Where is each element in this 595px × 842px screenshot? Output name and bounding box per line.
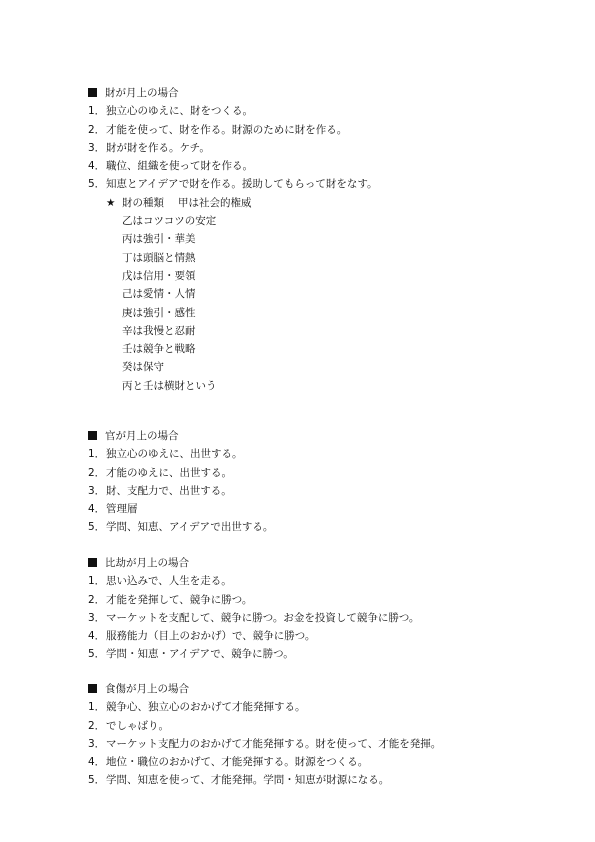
note-line: 己は愛情・人情	[122, 288, 196, 301]
list-item: 5． 知恵とアイデアで財を作る。援助してもらって財をなす。	[88, 178, 378, 191]
list-item: 1． 独立心のゆえに、財をつくる。	[88, 105, 253, 118]
list-item: 5． 学問・知恵・アイデアで、競争に勝つ。	[88, 648, 294, 661]
list-item: 1． 競争心、独立心のおかげて才能発揮する。	[88, 701, 306, 714]
note-line: 癸は保守	[122, 361, 164, 374]
star-icon: ★	[106, 196, 116, 209]
note-label: 財の種類	[122, 196, 164, 209]
list-item: 4． 管理層	[88, 503, 138, 516]
list-item: 2． 才能を使って、財を作る。財源のために財を作る。	[88, 123, 348, 136]
section-official	[88, 427, 568, 537]
section-output	[88, 680, 568, 790]
square-bullet-icon	[88, 684, 97, 693]
note-line: 丙は強引・華美	[122, 233, 196, 246]
list-item: 3． 財、支配力で、出世する。	[88, 484, 232, 497]
note-line: 戊は信用・要領	[122, 269, 196, 282]
list-item: 4． 服務能力（目上のおかげ）で、競争に勝つ。	[88, 630, 316, 643]
list-item: 1． 思い込みで、人生を走る。	[88, 575, 232, 588]
list-item: 2． でしゃばり。	[88, 719, 169, 732]
wealth-types-note	[106, 194, 568, 395]
square-bullet-icon	[88, 431, 97, 440]
note-line: 乙はコツコツの安定	[122, 215, 217, 228]
note-line: 辛は我慢と忍耐	[122, 324, 196, 337]
list-item: 2． 才能を発揮して、競争に勝つ。	[88, 593, 253, 606]
list-item: 5． 学問、知恵、アイデアで出世する。	[88, 521, 274, 534]
section-heading: 財が月上の場合	[88, 84, 568, 102]
list-item: 1． 独立心のゆえに、出世する。	[88, 448, 243, 461]
square-bullet-icon	[88, 88, 97, 97]
list-item: 3． マーケット支配力のおかげて才能発揮する。財を使って、才能を発揮。	[88, 737, 442, 750]
list-item: 3． マーケットを支配して、競争に勝つ。お金を投資して競争に勝つ。	[88, 611, 420, 624]
square-bullet-icon	[88, 558, 97, 567]
list-item: 3． 財が財を作る。ケチ。	[88, 141, 210, 154]
section-heading: 比劫が月上の場合	[88, 554, 568, 572]
section-heading: 食傷が月上の場合	[88, 680, 568, 698]
list-item: 2． 才能のゆえに、出世する。	[88, 466, 232, 479]
section-heading: 官が月上の場合	[88, 427, 568, 445]
note-line: 丁は頭脳と情熱	[122, 251, 196, 264]
note-line: 壬は競争と戦略	[122, 343, 196, 356]
note-title-line	[106, 194, 568, 212]
note-line: 庚は強引・感性	[122, 306, 196, 319]
section-peers	[88, 554, 568, 664]
list-item: 5． 学問、知恵を使って、才能発揮。学問・知恵が財源になる。	[88, 774, 390, 787]
note-line: 丙と壬は横財という	[122, 379, 217, 392]
note-line: 甲は社会的権威	[178, 196, 252, 209]
list-item: 4． 職位、組織を使って財を作る。	[88, 160, 253, 173]
section-wealth	[88, 84, 568, 395]
list-item: 4． 地位・職位のおかげて、才能発揮する。財源をつくる。	[88, 756, 369, 769]
